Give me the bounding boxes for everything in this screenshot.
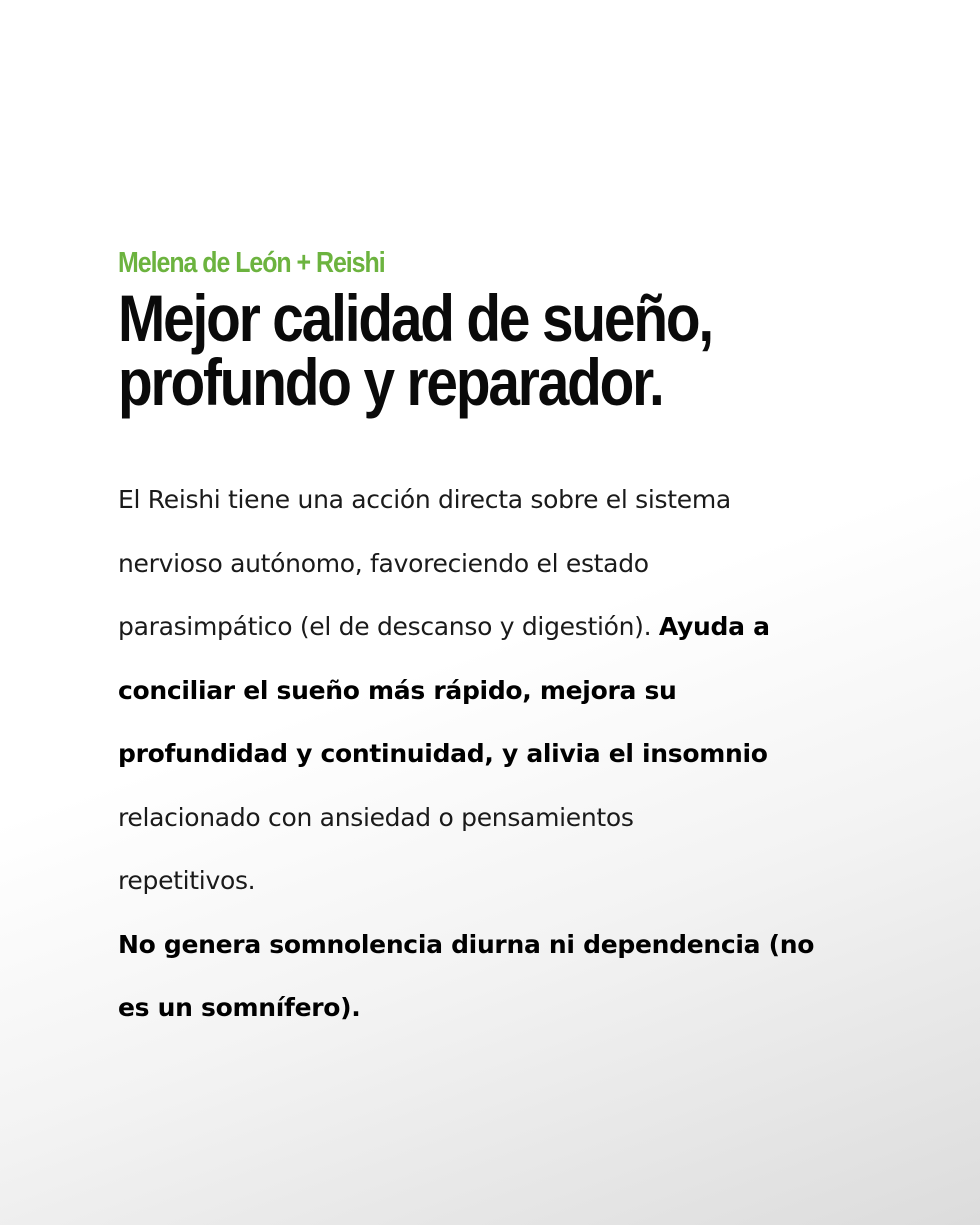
subtitle: Melena de León + Reishi [118, 247, 385, 279]
page-title [118, 281, 797, 419]
title-line-2: profundo y reparador. [118, 345, 663, 419]
body-line-6: relacionado con ansiedad o pensamientos [118, 802, 634, 832]
body-line-3 [118, 595, 908, 659]
body-line-1: El Reishi tiene una acción directa sobre el sistema [118, 485, 731, 514]
body-line-4: conciliar el sueño más rápido, mejora su [118, 675, 677, 705]
body-text [118, 468, 908, 1040]
body-line-2: nervioso autónomo, favoreciendo el estado [118, 548, 649, 578]
body-line-9: es un somnífero). [118, 993, 361, 1022]
header-block [118, 246, 908, 419]
body-line-3-regular: parasimpático (el de descanso y digestión). [118, 612, 659, 641]
body-line-3-bold: Ayuda a [658, 612, 770, 641]
body-line-7: repetitivos. [118, 866, 256, 895]
body-line-5: profundidad y continuidad, y alivia el insomnio [118, 739, 768, 768]
body-line-8: No genera somnolencia diurna ni dependencia (no [118, 929, 815, 959]
title-line-1: Mejor calidad de sueño, [118, 281, 712, 355]
